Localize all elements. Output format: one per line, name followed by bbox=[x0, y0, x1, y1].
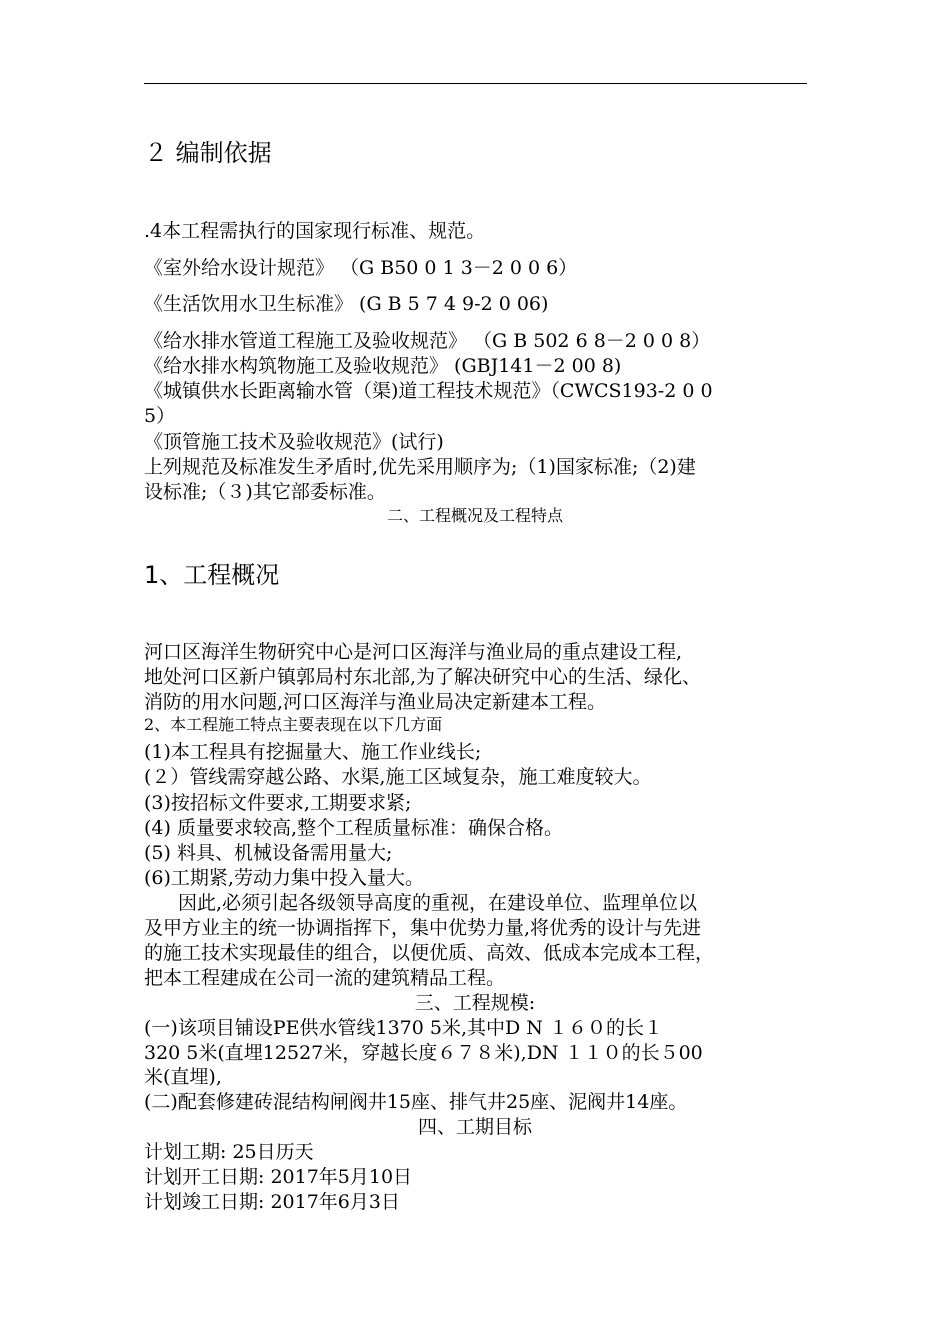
schedule-line: 计划竣工日期: 2017年6月3日 bbox=[144, 1191, 400, 1213]
feature-item: (6)工期紧,劳动力集中投入量大。 bbox=[144, 867, 424, 889]
section-heading: ２ 编制依据 bbox=[144, 139, 272, 167]
conclusion-line: 及甲方业主的统一协调指挥下，集中优势力量,将优秀的设计与先进 bbox=[144, 917, 702, 939]
standard-item: 《顶管施工技术及验收规范》(试行) bbox=[144, 431, 444, 453]
schedule-title: 四、工期目标 bbox=[417, 1116, 532, 1138]
scale-line: 320 5米(直埋12527米，穿越长度６７８米),DN １１０的长５00 bbox=[144, 1042, 703, 1064]
scale-line: (二)配套修建砖混结构闸阀井15座、排气井25座、泥阀井14座。 bbox=[144, 1091, 688, 1113]
basis-intro: .4本工程需执行的国家现行标准、规范。 bbox=[144, 220, 486, 242]
conclusion-line: 的施工技术实现最佳的组合，以便优质、高效、低成本完成本工程， bbox=[144, 942, 715, 964]
feature-item: (3)按招标文件要求,工期要求紧; bbox=[144, 792, 412, 814]
schedule-line: 计划工期: 25日历天 bbox=[144, 1141, 314, 1163]
overview-line: 消防的用水问题,河口区海洋与渔业局决定新建本工程。 bbox=[144, 691, 607, 713]
scale-line: 米(直埋), bbox=[144, 1066, 222, 1088]
overview-line: 地处河口区新户镇郭局村东北部,为了解决研究中心的生活、绿化、 bbox=[144, 666, 702, 688]
standard-item: 《给水排水构筑物施工及验收规范》 (GBJ141－2 00 8) bbox=[144, 355, 622, 377]
features-title: 2、本工程施工特点主要表现在以下几方面 bbox=[144, 715, 443, 734]
scale-line: (一)该项目铺设PE供水管线1370 5米,其中D N １６０的长１ bbox=[144, 1017, 663, 1039]
standard-item: 《室外给水设计规范》 （G B50 0 1 3－2 0 0 6） bbox=[144, 257, 578, 279]
conclusion-line: 把本工程建成在公司一流的建筑精品工程。 bbox=[144, 967, 506, 989]
standard-item: 5） bbox=[144, 405, 176, 427]
feature-item: (5) 料具、机械设备需用量大; bbox=[144, 842, 393, 864]
standard-item: 《给水排水管道工程施工及验收规范》 （G B 502 6 8－2 0 0 8） bbox=[144, 330, 711, 352]
overview-line: 河口区海洋生物研究中心是河口区海洋与渔业局的重点建设工程, bbox=[144, 641, 683, 663]
feature-item: (２）管线需穿越公路、水渠,施工区域复杂，施工难度较大。 bbox=[144, 766, 652, 788]
standard-item: 《生活饮用水卫生标准》 (G B 5 7 4 9-2 0 06) bbox=[144, 293, 549, 315]
conclusion-line: 因此,必须引起各级领导高度的重视，在建设单位、监理单位以 bbox=[178, 892, 698, 914]
priority-line: 上列规范及标准发生矛盾时,优先采用顺序为;（1)国家标准;（2)建 bbox=[144, 456, 696, 478]
overview-heading: 1、工程概况 bbox=[144, 561, 280, 589]
feature-item: (4) 质量要求较高,整个工程质量标准：确保合格。 bbox=[144, 817, 563, 839]
scale-title: 三、工程规模: bbox=[414, 992, 536, 1014]
header-rule bbox=[144, 83, 807, 84]
chapter-title: 二、工程概况及工程特点 bbox=[386, 506, 563, 525]
standard-item: 《城镇供水长距离输水管（渠)道工程技术规范》（CWCS193-2 0 0 bbox=[144, 380, 713, 402]
feature-item: (1)本工程具有挖掘量大、施工作业线长; bbox=[144, 741, 482, 763]
schedule-line: 计划开工日期: 2017年5月10日 bbox=[144, 1166, 413, 1188]
priority-line: 设标准;（３)其它部委标准。 bbox=[144, 481, 386, 503]
